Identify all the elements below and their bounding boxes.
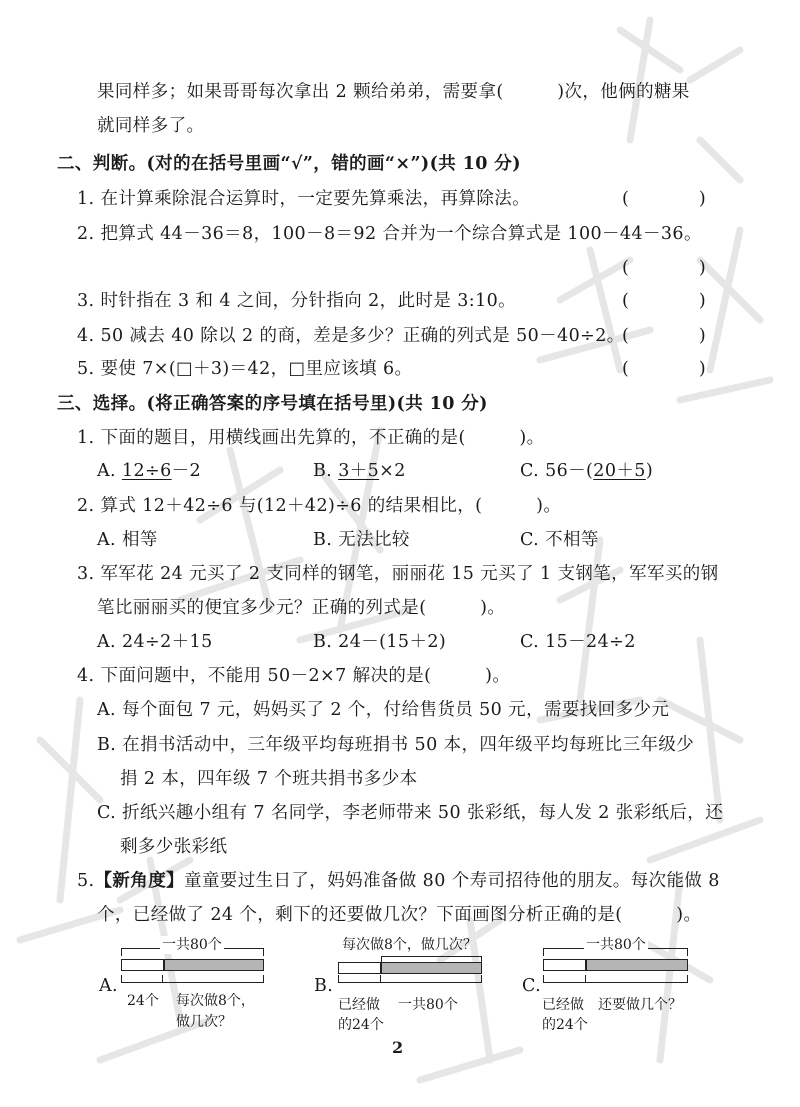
q3-stem-2: 笔比丽丽买的便宜多少元？正确的列式是( )。 [97, 598, 506, 618]
judge-item-5: 5. 要使 7×(□＋3)＝42，□里应该填 6。 [77, 359, 413, 379]
q1-option-b[interactable]: B. 3＋5×2 [313, 461, 406, 481]
q4-option-c-line2: 剩多少张彩纸 [120, 837, 228, 857]
q4-stem: 4. 下面问题中，不能用 50－2×7 解决的是( )。 [77, 666, 511, 686]
diagram-a-tick-br [263, 975, 264, 983]
judge-item-3: 3. 时针指在 3 和 4 之间，分针指向 2，此时是 3:10。 [77, 291, 517, 311]
diagram-c-bottom-left-1: 已经做 [542, 997, 584, 1013]
q2-option-c[interactable]: C. 不相等 [520, 530, 599, 550]
judge-answer-2[interactable]: ( ) [622, 258, 706, 278]
diagram-c-top-label: 一共80个 [586, 937, 646, 953]
page-number: 2 [392, 1038, 404, 1057]
diagram-c-bottom-right: 还要做几个？ [598, 997, 682, 1013]
diagram-a-tick-bm [162, 975, 163, 983]
q1-stem: 1. 下面的题目，用横线画出先算的，不正确的是( )。 [77, 428, 545, 448]
judge-item-1: 1. 在计算乘除混合运算时，一定要先算乘法，再算除法。 [77, 189, 531, 209]
q2-option-a[interactable]: A. 相等 [97, 530, 158, 550]
judge-heading: 二、判断。(对的在括号里画“√”，错的画“×”)(共 10 分) [57, 154, 521, 174]
judge-answer-4[interactable]: ( ) [622, 326, 706, 346]
judge-item-2: 2. 把算式 44－36＝8，100－8＝92 合并为一个综合算式是 100－44－36。 [77, 224, 702, 244]
q1-option-a[interactable]: A. 12÷6－2 [97, 461, 202, 481]
diagram-a-tick-bl [121, 975, 122, 983]
diagram-c-tick-bl [543, 975, 544, 983]
diagram-b-tick-bm [380, 975, 381, 983]
diagram-b-bottom-left-1: 已经做 [338, 997, 380, 1013]
diagram-b-tick-br [481, 975, 482, 983]
top-line-2: 就同样多了。 [97, 116, 205, 136]
diagram-b-top-brace [381, 956, 482, 957]
diagram-b-bottom-left-2: 的24个 [338, 1017, 384, 1033]
q3-option-c[interactable]: C. 15－24÷2 [520, 632, 636, 652]
diagram-b-bottom-right: 一共80个 [398, 997, 458, 1013]
q4-option-c-line1[interactable]: C. 折纸兴趣小组有 7 名同学，李老师带来 50 张彩纸，每人发 2 张彩纸后，还 [97, 803, 724, 823]
q3-stem-1: 3. 军军花 24 元买了 2 支同样的钢笔，丽丽花 15 元买了 1 支钢笔，军军买的钢 [77, 564, 719, 584]
q4-option-b-line2: 捐 2 本，四年级 7 个班共捐书多少本 [120, 769, 418, 789]
diagram-a-bottom-right-1: 每次做8个， [176, 993, 255, 1009]
diagram-b-top-label: 每次做8个，做几次？ [342, 937, 477, 953]
diagram-b-tick-bl [338, 975, 339, 983]
choice-heading: 三、选择。(将正确答案的序号填在括号里)(共 10 分) [57, 394, 488, 414]
q2-option-b[interactable]: B. 无法比较 [313, 530, 410, 550]
diagram-a-bottom-brace [121, 982, 264, 983]
diagram-a-tick-right [263, 948, 264, 956]
judge-item-4: 4. 50 减去 40 除以 2 的商，差是多少？正确的列式是 50－40÷2。 [77, 326, 625, 346]
diagram-a-bottom-left: 24个 [127, 993, 159, 1009]
diagram-c-bottom-brace [543, 982, 688, 983]
diagram-b-label: B. [314, 976, 334, 996]
q3-option-a[interactable]: A. 24÷2＋15 [97, 632, 213, 652]
q2-stem: 2. 算式 12＋42÷6 与(12＋42)÷6 的结果相比，( )。 [77, 496, 562, 516]
diagram-a-top-label: 一共80个 [162, 937, 222, 953]
diagram-a-label: A. [99, 976, 119, 996]
diagram-c-tick-left [543, 948, 544, 956]
diagram-a-bar [121, 959, 264, 971]
q4-option-a[interactable]: A. 每个面包 7 元，妈妈买了 2 个，付给售货员 50 元，需要找回多少元 [97, 700, 670, 720]
judge-answer-3[interactable]: ( ) [622, 291, 706, 311]
diagram-c-tick-br [687, 975, 688, 983]
q5-stem-1: 5.【新角度】童童要过生日了，妈妈准备做 80 个寿司招待他的朋友。每次能做 8 [77, 871, 720, 891]
diagram-c-tick-bm [585, 975, 586, 983]
top-line-1: 果同样多；如果哥哥每次拿出 2 颗给弟弟，需要拿( )次，他俩的糖果 [97, 82, 690, 102]
judge-answer-1[interactable]: ( ) [622, 189, 706, 209]
diagram-c-tick-right [687, 948, 688, 956]
q1-option-c[interactable]: C. 56－(20＋5) [520, 461, 654, 481]
diagram-a-bottom-right-2: 做几次？ [176, 1014, 232, 1030]
judge-answer-5[interactable]: ( ) [622, 359, 706, 379]
diagram-a-tick-left [121, 948, 122, 956]
diagram-c-bar [543, 959, 688, 971]
diagram-c-label: C. [522, 976, 542, 996]
diagram-b-bottom-brace [338, 982, 482, 983]
q3-option-b[interactable]: B. 24－(15＋2) [313, 632, 447, 652]
q5-stem-2: 个，已经做了 24 个，剩下的还要做几次？下面画图分析正确的是( )。 [97, 905, 702, 925]
diagram-c-bottom-left-2: 的24个 [542, 1017, 588, 1033]
q4-option-b-line1[interactable]: B. 在捐书活动中，三年级平均每班捐书 50 本，四年级平均每班比三年级少 [97, 735, 695, 755]
diagram-b-bar [338, 962, 482, 974]
